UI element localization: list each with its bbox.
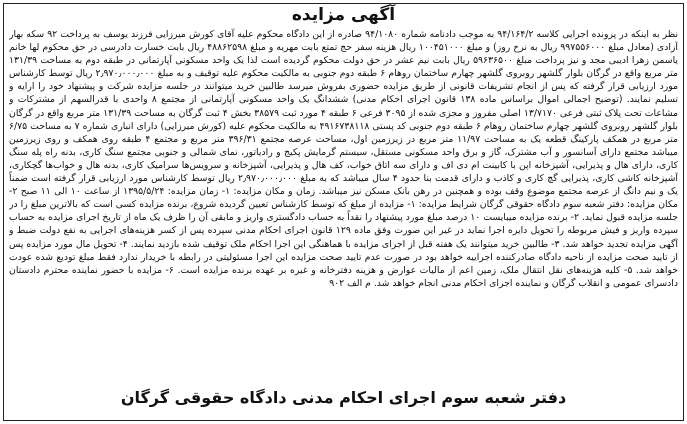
notice-body-text: نظر به اینکه در پرونده اجرایی کلاسه ۹۴/۱۶۴/۲ به موجب دادنامه شماره ۹۴/۱۰۸۰ صادره از این دادگاه محکوم علیه آقای کورش میرزایی فرزند یوسف به پرداخت ۹۲ سکه بهار آزادی (معادل مبلغ ۹۹۷۵۵۶۰۰۰ ریال به نرخ روز) و مبلغ ۱۰۰۴۵۱۰۰۰ ریال هزینه سفر حج تمتع بابت مهریه و مبلغ ۴۸۸۶۲۵۹۸ ریال بابت خسارت دادرسی در حق محکوم لها خانم یاسمن زهرا ادیبی مجد و نیز پرداخت مبلغ ۵۹۶۳۶۵۰۰ ریال بابت نیم عشر در حق دولت محکوم گردیده است لذا یک واحد مسکونی آپارتمانی در طبقه دوم به مساحت ۱۳۱/۳۹ متر مربع واقع در گرگان بلوار گلشهر روبروی گلشهر چهارم ساختمان روهام ۶ طبقه دوم جنوبی به مالکیت محکوم علیه توقیف و به مبلغ ۲٫۹۷۰٫۰۰۰٫۰۰۰ ریال توسط کارشناس مورد ارزیابی قرار گرفته که پس از انجام تشریفات قانونی از طریق مزایده حضوری بفروش میرسد طالبین خرید میتوانند در جلسه مزایده شرکت و پیشنهاد خود را ارایه و تسلیم نمایند. (توضیح اجمالی اموال براساس ماده ۱۳۸ قانون اجرای احکام مدنی) ششدانگ یک واحد مسکونی آپارتمانی از مجتمع ۸ واحدی با قدرالسهم از مشترکات و مشاعات تحت پلاک ثبتی فرعی ۱۳/۷۱۷۰ اصلی مفروز و مجزی شده از ۳۰۹۵ فرعی ۶ طبقه ۴ مورد ثبت ۳۸۵۷۹ بخش ۴ ثبت گرگان به مساحت ۱۳۱/۳۹ متر مربع واقع در گرگان بلوار گلشهر روبروی گلشهر چهارم ساختمان روهام ۶ طبقه دوم جنوبی کد پستی ۴۹۱۶۷۳۸۱۱۸ به مالکیت محکوم علیه (کورش میرزایی) دارای انباری شماره ۷ به مساحت ۶/۷۵ متر مربع در همکف پارکینگ قطعه یک به مساحت ۱۱/۹۷ متر مربع در زیرزمین اول، مساحت عرصه مجتمع ۳۹۶/۳۱ متر مربع و مجتمع ۴ طبقه روی همکف و روی زیرزمین میباشد مجتمع دارای آسانسور و آب مشترک، گاز و برق واحد مسکونی مستقل، سیستم گرمایش پکیج و رادیاتور، نمای شمالی و جنوبی مجتمع سنگ کاری، بدنه راه پله سنگ کاری، دارای هال و پذیرایی، آشپزخانه اپن با کابینت ام دی اف و دارای سه اتاق خواب، کف هال و پذیرایی، آشپزخانه و سرویس‌ها سرامیک کاری، بدنه هال و خواب‌ها گچکاری، آشپزخانه کاشی کاری، پذیرایی گچ کاری و کاذب و دارای قدمت بنا حدود ۴ سال میباشد که به مبلغ ۲٫۹۷۰٫۰۰۰٫۰۰۰ ریال توسط کارشناس مورد ارزیابی قرار گرفته است ضمناً یک و نیم دانگ از عرصه مجتمع موضوع وقف بوده و همچنین در رهن بانک مسکن نیز میباشد. زمان و مکان مزایده: ۱- زمان مزایده: ۱۳۹۵/۵/۲۴ از ساعت ۱۰ الی ۱۱ صبح ۲- مکان مزایده: دفتر شعبه سوم دادگاه حقوقی گرگان شرایط مزایده: ۱- مزایده از مبلغ که توسط کارشناس تعیین گردیده شروع، برنده مزایده کسی است که بالاترین مبلغ را در جلسه مزایده قبول نماید. ۲- برنده مزایده میبایست ۱۰ درصد مبلغ مورد پیشنهاد را نقداً به حساب دادگستری واریز و مابقی آن را ظرف یک ماه از تاریخ اجرای مزایده به حساب سپرده واریز و فیش مربوطه را تحویل دایره اجرا نماید در غیر این صورت وفق ماده ۱۲۹ قانون اجرای احکام مدنی سپرده پس از کسر هزینه‌های اجرایی به نفع دولت ضبط و آگهی مزایده تجدید خواهد شد. ۳- طالبین خرید میتوانند یک هفته قبل از اجرای مزایده با هماهنگی این اجرا احکام ملک توقیف شده بازدید نمایند. ۴- تحویل مال مورد مزایده پس از تایید صحت مزایده از ناحیه دادگاه صادرکننده اجراییه خواهد بود در صورت عدم تایید صحت مزایده این اجرا مسئولیتی در رابطه با خریدار ندارد فقط مبلغ تودیع شده عودت خواهد شد. ۵- کلیه هزینه‌های نقل انتقال ملک، زمین اعم از مالیات عوارض و هزینه دفترخانه و غیره بر عهده برنده مزایده است. ۶- مزایده با حضور نماینده محترم دادستان دادسرای عمومی و انقلاب گرگان و نماینده اجرای احکام مدنی انجام خواهد شد. م الف ۹۰۲ [9, 29, 678, 289]
notice-signature: دفتر شعبه سوم اجرای احکام مدنی دادگاه حقوقی گرگان [120, 388, 567, 407]
notice-body [9, 28, 678, 370]
notice-title: آگهی مزایده [291, 5, 396, 25]
